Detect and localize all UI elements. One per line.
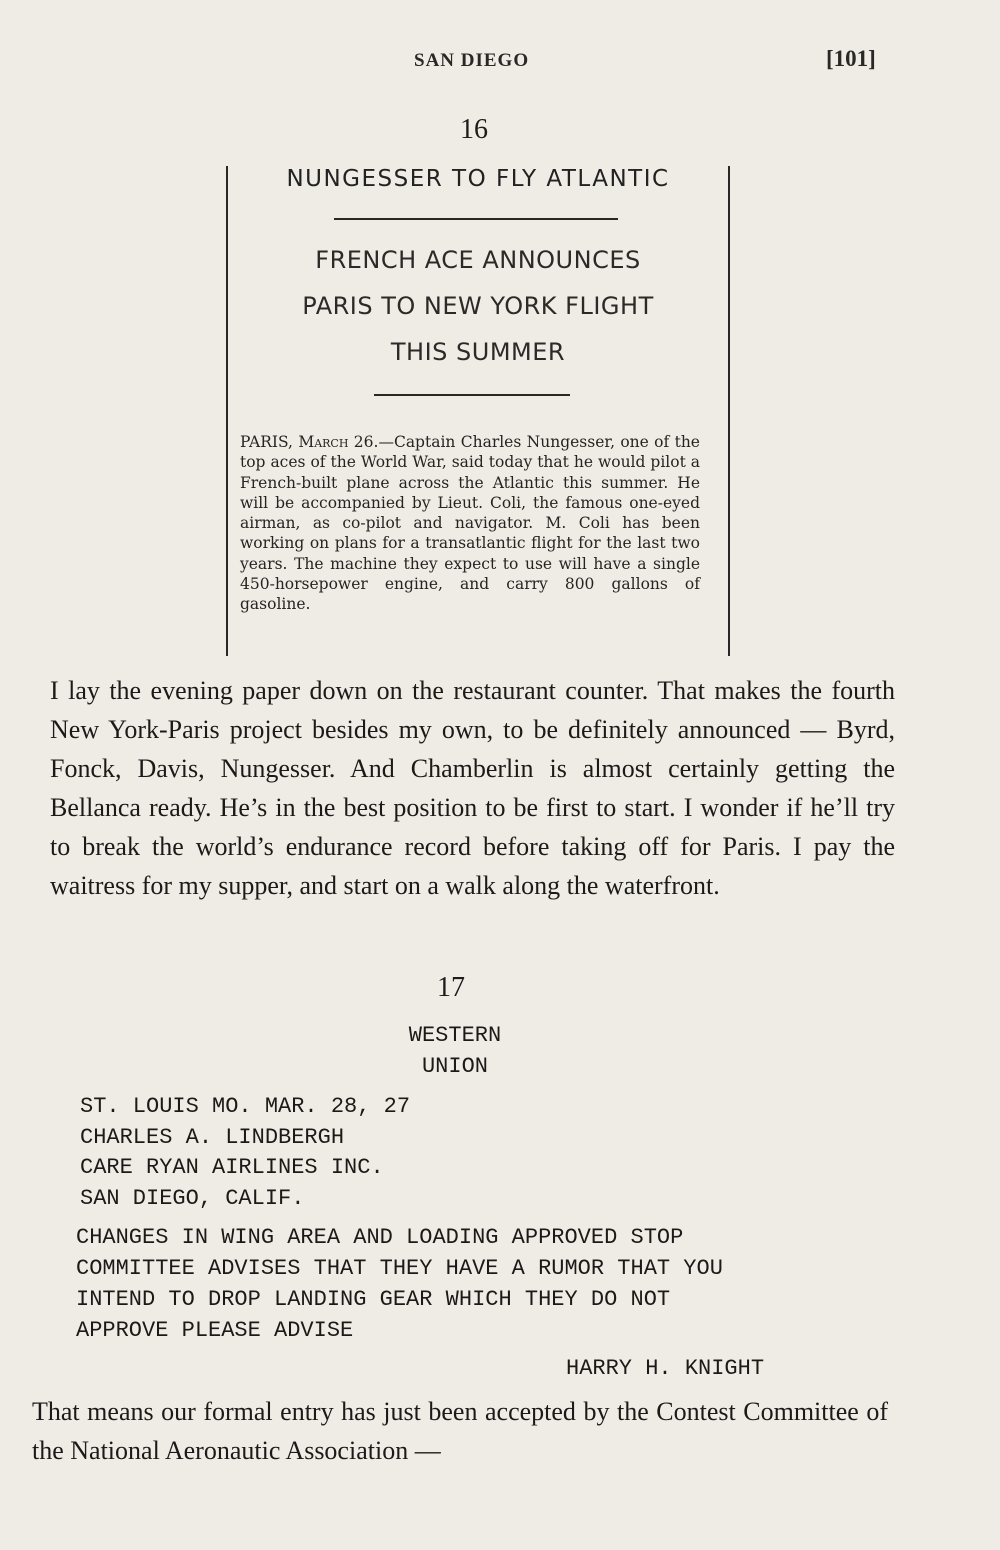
telegram-address-line: CHARLES A. LINDBERGH [80, 1124, 345, 1150]
telegram-body-line: CHANGES IN WING AREA AND LOADING APPROVED STOP [76, 1225, 684, 1250]
narrative-paragraph-2: That means our formal entry has just been accepted by the Contest Committee of the National Aeronautic Association — [32, 1397, 888, 1465]
narrative-paragraph-1: I lay the evening paper down on the restaurant counter. That makes the fourth New York-Paris project besides my own, to be definitely announced — Byrd, Fonck, Davis, Nungesser. And Chamberlin is almost certainly getting the Bellanca ready. He’s in the best position to be first to start. I wonder if he’ll try to break the world’s endurance record before taking off for Paris. I pay the waitress for my supper, and start on a walk along the waterfront. [50, 676, 895, 900]
telegram-body-line: APPROVE PLEASE ADVISE [76, 1318, 354, 1343]
telegram-address-line: ST. LOUIS MO. MAR. 28, 27 [80, 1094, 411, 1119]
page-number: [101] [826, 46, 876, 71]
telegram-address-line: CARE RYAN AIRLINES INC. [80, 1155, 384, 1180]
clipping-subhead-line-2: PARIS TO NEW YORK FLIGHT [302, 292, 654, 320]
section-number-16: 16 [460, 114, 488, 145]
clipping-dispatch [240, 432, 700, 615]
telegram-body [76, 1222, 723, 1346]
telegram-address [80, 1092, 410, 1214]
running-head: SAN DIEGO [414, 50, 530, 71]
clipping-subhead-line-1: FRENCH ACE ANNOUNCES [315, 246, 641, 274]
newspaper-clipping [226, 166, 730, 656]
clipping-subhead-line-3: THIS SUMMER [390, 338, 566, 366]
clipping-headline: NUNGESSER TO FLY ATLANTIC [286, 166, 670, 192]
telegram-address-line: SAN DIEGO, CALIF. [80, 1185, 305, 1211]
headline-rule [334, 218, 618, 220]
telegram-body-line: INTEND TO DROP LANDING GEAR WHICH THEY DO NOT [76, 1287, 671, 1312]
section-number-17: 17 [437, 972, 465, 1003]
telegram-header-line-1: WESTERN [408, 1023, 502, 1048]
telegram-body-line: COMMITTEE ADVISES THAT THEY HAVE A RUMOR THAT YOU [76, 1256, 723, 1281]
telegram-signature: HARRY H. KNIGHT [566, 1356, 765, 1381]
telegram-header-line-2: UNION [421, 1054, 488, 1079]
dispatch-body: —Captain Charles Nungesser, one of the top aces of the World War, said today that he would pilot a French-built plane across the Atlantic this summer. He will be accompanied by Lieut. Coli, the famous one-eyed airman, as co-pilot and navigator. M. Coli has been working on plans for a transatlantic flight for the last two years. The machine they expect to use will have a single 450-horsepower engine, and carry 800 gallons of gasoline. [240, 433, 700, 614]
telegram-header [380, 1020, 530, 1082]
subhead-rule [374, 394, 570, 396]
dispatch-dateline: PARIS, March 26. [240, 433, 379, 451]
